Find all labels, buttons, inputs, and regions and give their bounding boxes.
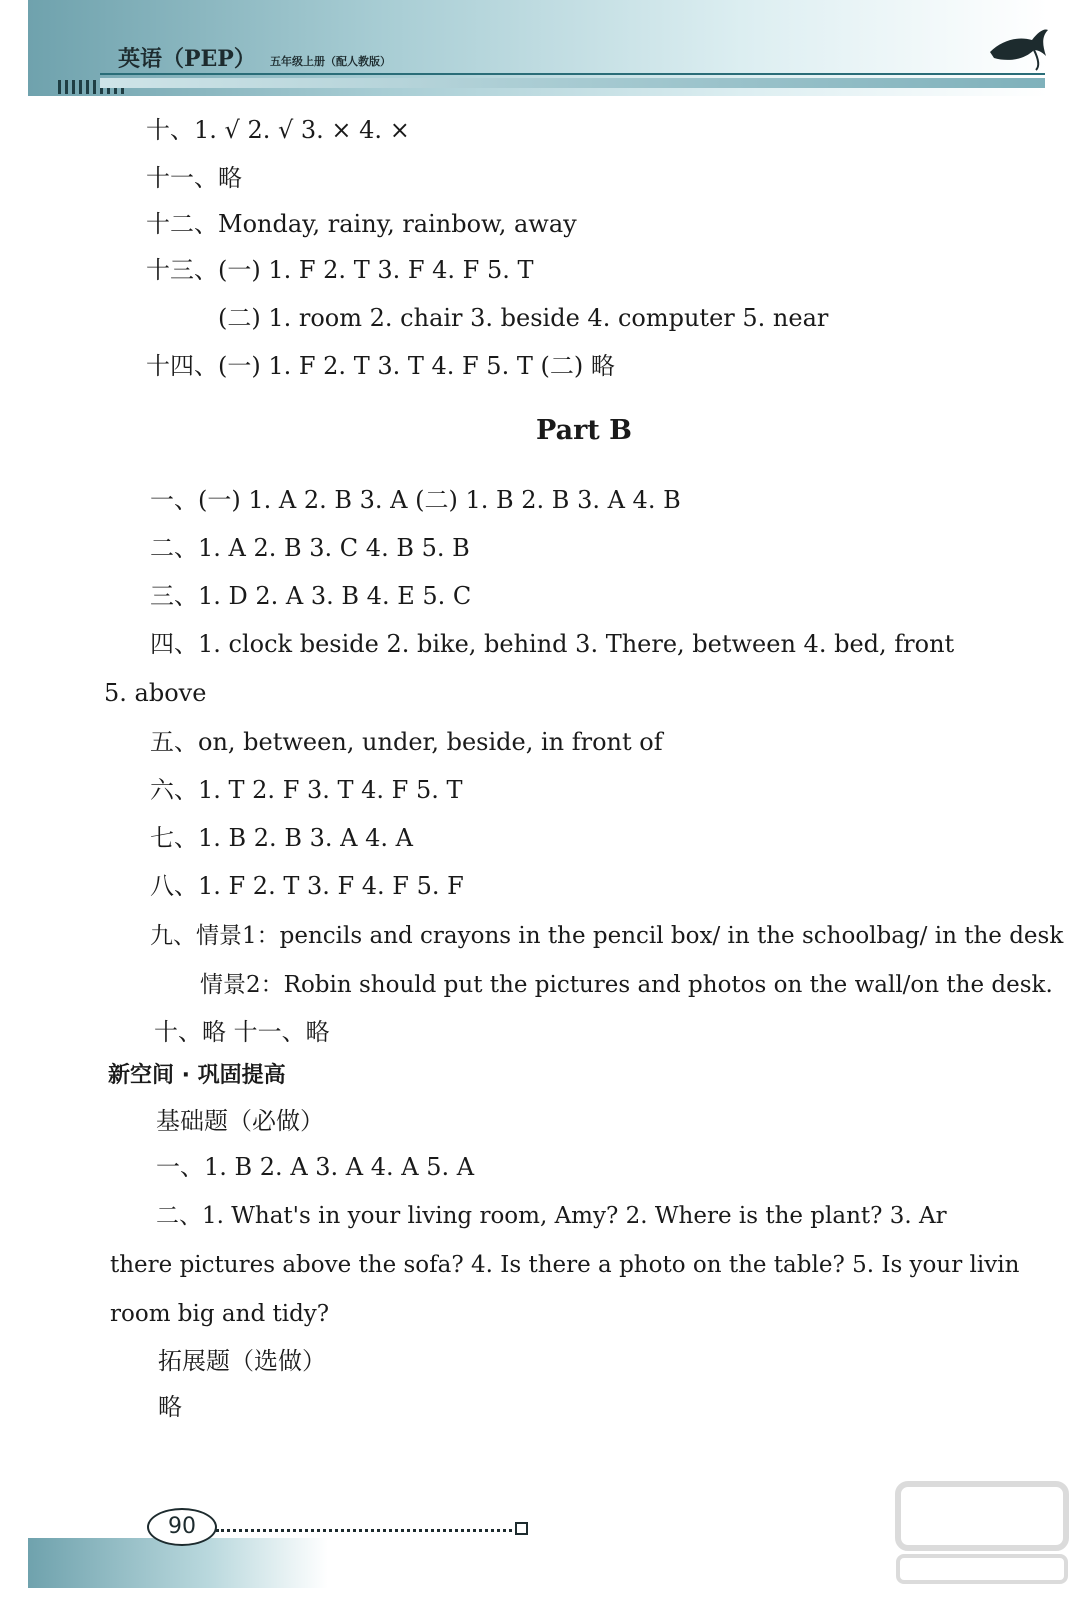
footer-square-icon bbox=[515, 1522, 528, 1535]
swallow-logo-icon bbox=[988, 22, 1050, 74]
book-subtitle: 五年级上册（配人教版） bbox=[270, 55, 391, 68]
answer-line-q12: 十二、Monday, rainy, rainbow, away bbox=[146, 210, 577, 238]
extension-answer: 略 bbox=[158, 1393, 182, 1421]
page-number: 90 bbox=[147, 1508, 217, 1546]
answer-line-b4a: 四、1. clock beside 2. bike, behind 3. There, between 4. bed, front bbox=[150, 630, 955, 658]
section-heading-part-b: Part B bbox=[536, 415, 632, 446]
site-watermark-icon bbox=[892, 1478, 1072, 1588]
footer-dotted-rule bbox=[216, 1529, 512, 1532]
answer-line-b2: 二、1. A 2. B 3. C 4. B 5. B bbox=[150, 534, 470, 562]
answer-line-b8: 八、1. F 2. T 3. F 4. F 5. F bbox=[150, 872, 464, 900]
answer-line-b7: 七、1. B 2. B 3. A 4. A bbox=[150, 824, 413, 852]
answer-line-q13-2: (二) 1. room 2. chair 3. beside 4. computer 5. near bbox=[218, 304, 829, 332]
answer-line-b6: 六、1. T 2. F 3. T 4. F 5. T bbox=[150, 776, 463, 804]
answer-line-b3: 三、1. D 2. A 3. B 4. E 5. C bbox=[150, 582, 472, 610]
book-title: 英语（PEP） bbox=[118, 46, 256, 72]
header-bar bbox=[100, 78, 1045, 88]
answer-line-b9a: 九、情景1：pencils and crayons in the pencil box/ in the schoolbag/ in the desk bbox=[150, 923, 1064, 949]
answer-line-q13-1: 十三、(一) 1. F 2. T 3. F 4. F 5. T bbox=[146, 256, 534, 284]
answer-line-q10: 十、1. √ 2. √ 3. × 4. × bbox=[146, 116, 410, 144]
extension-exercises-label: 拓展题（选做） bbox=[158, 1347, 326, 1375]
answer-line-n2a: 二、1. What's in your living room, Amy? 2. Where is the plant? 3. Ar bbox=[156, 1203, 947, 1229]
answer-line-b10-11: 十、略 十一、略 bbox=[154, 1018, 330, 1046]
answer-line-q11: 十一、略 bbox=[146, 164, 242, 192]
answer-line-b9b: 情景2：Robin should put the pictures and photos on the wall/on the desk. bbox=[200, 972, 1053, 998]
answer-line-n2b: there pictures above the sofa? 4. Is there a photo on the table? 5. Is your livin bbox=[110, 1252, 1020, 1278]
section-heading-new-space: 新空间 · 巩固提高 bbox=[108, 1063, 286, 1088]
answer-line-n1: 一、1. B 2. A 3. A 4. A 5. A bbox=[156, 1153, 475, 1181]
answer-line-b5: 五、on, between, under, beside, in front of bbox=[150, 728, 663, 756]
answer-line-b1: 一、(一) 1. A 2. B 3. A (二) 1. B 2. B 3. A 4. B bbox=[150, 486, 681, 514]
answer-line-n2c: room big and tidy? bbox=[110, 1301, 330, 1327]
header-rule bbox=[100, 73, 1045, 75]
answer-line-b4b: 5. above bbox=[104, 679, 207, 707]
basic-exercises-label: 基础题（必做） bbox=[156, 1107, 324, 1135]
answer-line-q14: 十四、(一) 1. F 2. T 3. T 4. F 5. T (二) 略 bbox=[146, 352, 615, 380]
